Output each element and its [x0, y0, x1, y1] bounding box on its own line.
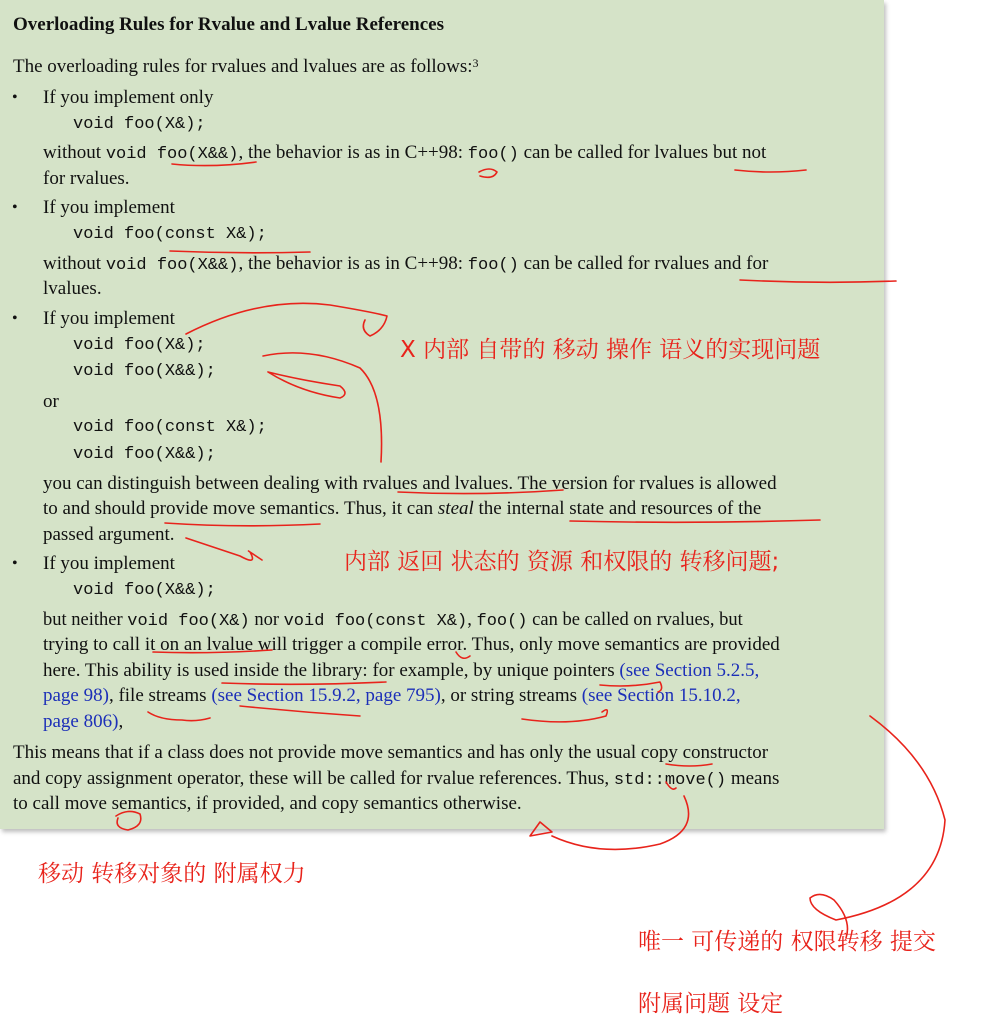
link-section-5-2-5[interactable]: (see Section 5.2.5, — [619, 660, 760, 681]
item3-code3: void foo(const X&); — [73, 418, 267, 437]
item3-code4: void foo(X&&); — [73, 445, 216, 464]
item1-lead: If you implement only — [43, 87, 214, 108]
closing-line1: This means that if a class does not provide move semantics and has only the usual copy constructor — [13, 742, 769, 763]
bullet-3: • — [12, 310, 18, 327]
item3-line1: you can distinguish between dealing with rvalues and lvalues. The version for rvalues is allowed — [43, 473, 777, 494]
link-page-98[interactable]: page 98) — [43, 685, 109, 706]
item3-or: or — [43, 391, 59, 412]
item1-line2: for rvalues. — [43, 168, 130, 189]
closing-line3: to call move semantics, if provided, and copy semantics otherwise. — [13, 793, 522, 814]
item3-lead: If you implement — [43, 308, 175, 329]
item4-line4: page 98), file streams (see Section 15.9.2, page 795), or string streams (see Section 15.10.2, — [43, 685, 741, 706]
item4-line3: here. This ability is used inside the library: for example, by unique pointers (see Section 5.2.5, — [43, 660, 760, 681]
link-section-15-10-2[interactable]: (see Section 15.10.2, — [581, 685, 741, 706]
item3-code2: void foo(X&&); — [73, 362, 216, 381]
bullet-2: • — [12, 199, 18, 216]
item2-lead: If you implement — [43, 197, 175, 218]
annotation-note-1: X 内部 自带的 移动 操作 语义的实现问题 — [400, 337, 821, 363]
item4-line5: page 806), — [43, 711, 124, 732]
item3-line3: passed argument. — [43, 524, 175, 545]
item4-lead: If you implement — [43, 553, 175, 574]
item4-line2: trying to call it on an lvalue will trigger a compile error. Thus, only move semantics are provided — [43, 634, 780, 655]
footnote-marker: 3 — [472, 56, 479, 70]
item2-line2: lvalues. — [43, 278, 102, 299]
item4-code: void foo(X&&); — [73, 581, 216, 600]
section-heading: Overloading Rules for Rvalue and Lvalue References — [13, 14, 444, 35]
annotation-note-2: 内部 返回 状态的 资源 和权限的 转移问题; — [344, 549, 780, 575]
closing-line2: and copy assignment operator, these will be called for rvalue references. Thus, std::move() means — [13, 768, 780, 790]
link-section-15-9-2[interactable]: (see Section 15.9.2, page 795) — [211, 685, 441, 706]
item1-code: void foo(X&); — [73, 115, 206, 134]
bullet-1: • — [12, 89, 18, 106]
intro-text: The overloading rules for rvalues and lvalues are as follows:$^3$ — [13, 56, 479, 77]
item1-line1: without void foo(X&&), the behavior is as in C++98: foo() can be called for lvalues but not — [43, 142, 767, 164]
item3-code1: void foo(X&); — [73, 336, 206, 355]
link-page-806[interactable]: page 806) — [43, 711, 119, 732]
annotation-note-4: 唯一 可传递的 权限转移 提交 — [638, 929, 936, 955]
item3-line2: to and should provide move semantics. Thus, it can steal the internal state and resources of the — [43, 498, 762, 519]
item4-line1: but neither void foo(X&) nor void foo(const X&), foo() can be called on rvalues, but — [43, 610, 743, 631]
annotation-note-5: 附属问题 设定 — [638, 991, 784, 1017]
annotation-note-3: 移动 转移对象的 附属权力 — [38, 861, 306, 887]
item2-line1: without void foo(X&&), the behavior is as in C++98: foo() can be called for rvalues and for — [43, 253, 769, 275]
bullet-4: • — [12, 555, 18, 572]
item2-code: void foo(const X&); — [73, 225, 267, 244]
